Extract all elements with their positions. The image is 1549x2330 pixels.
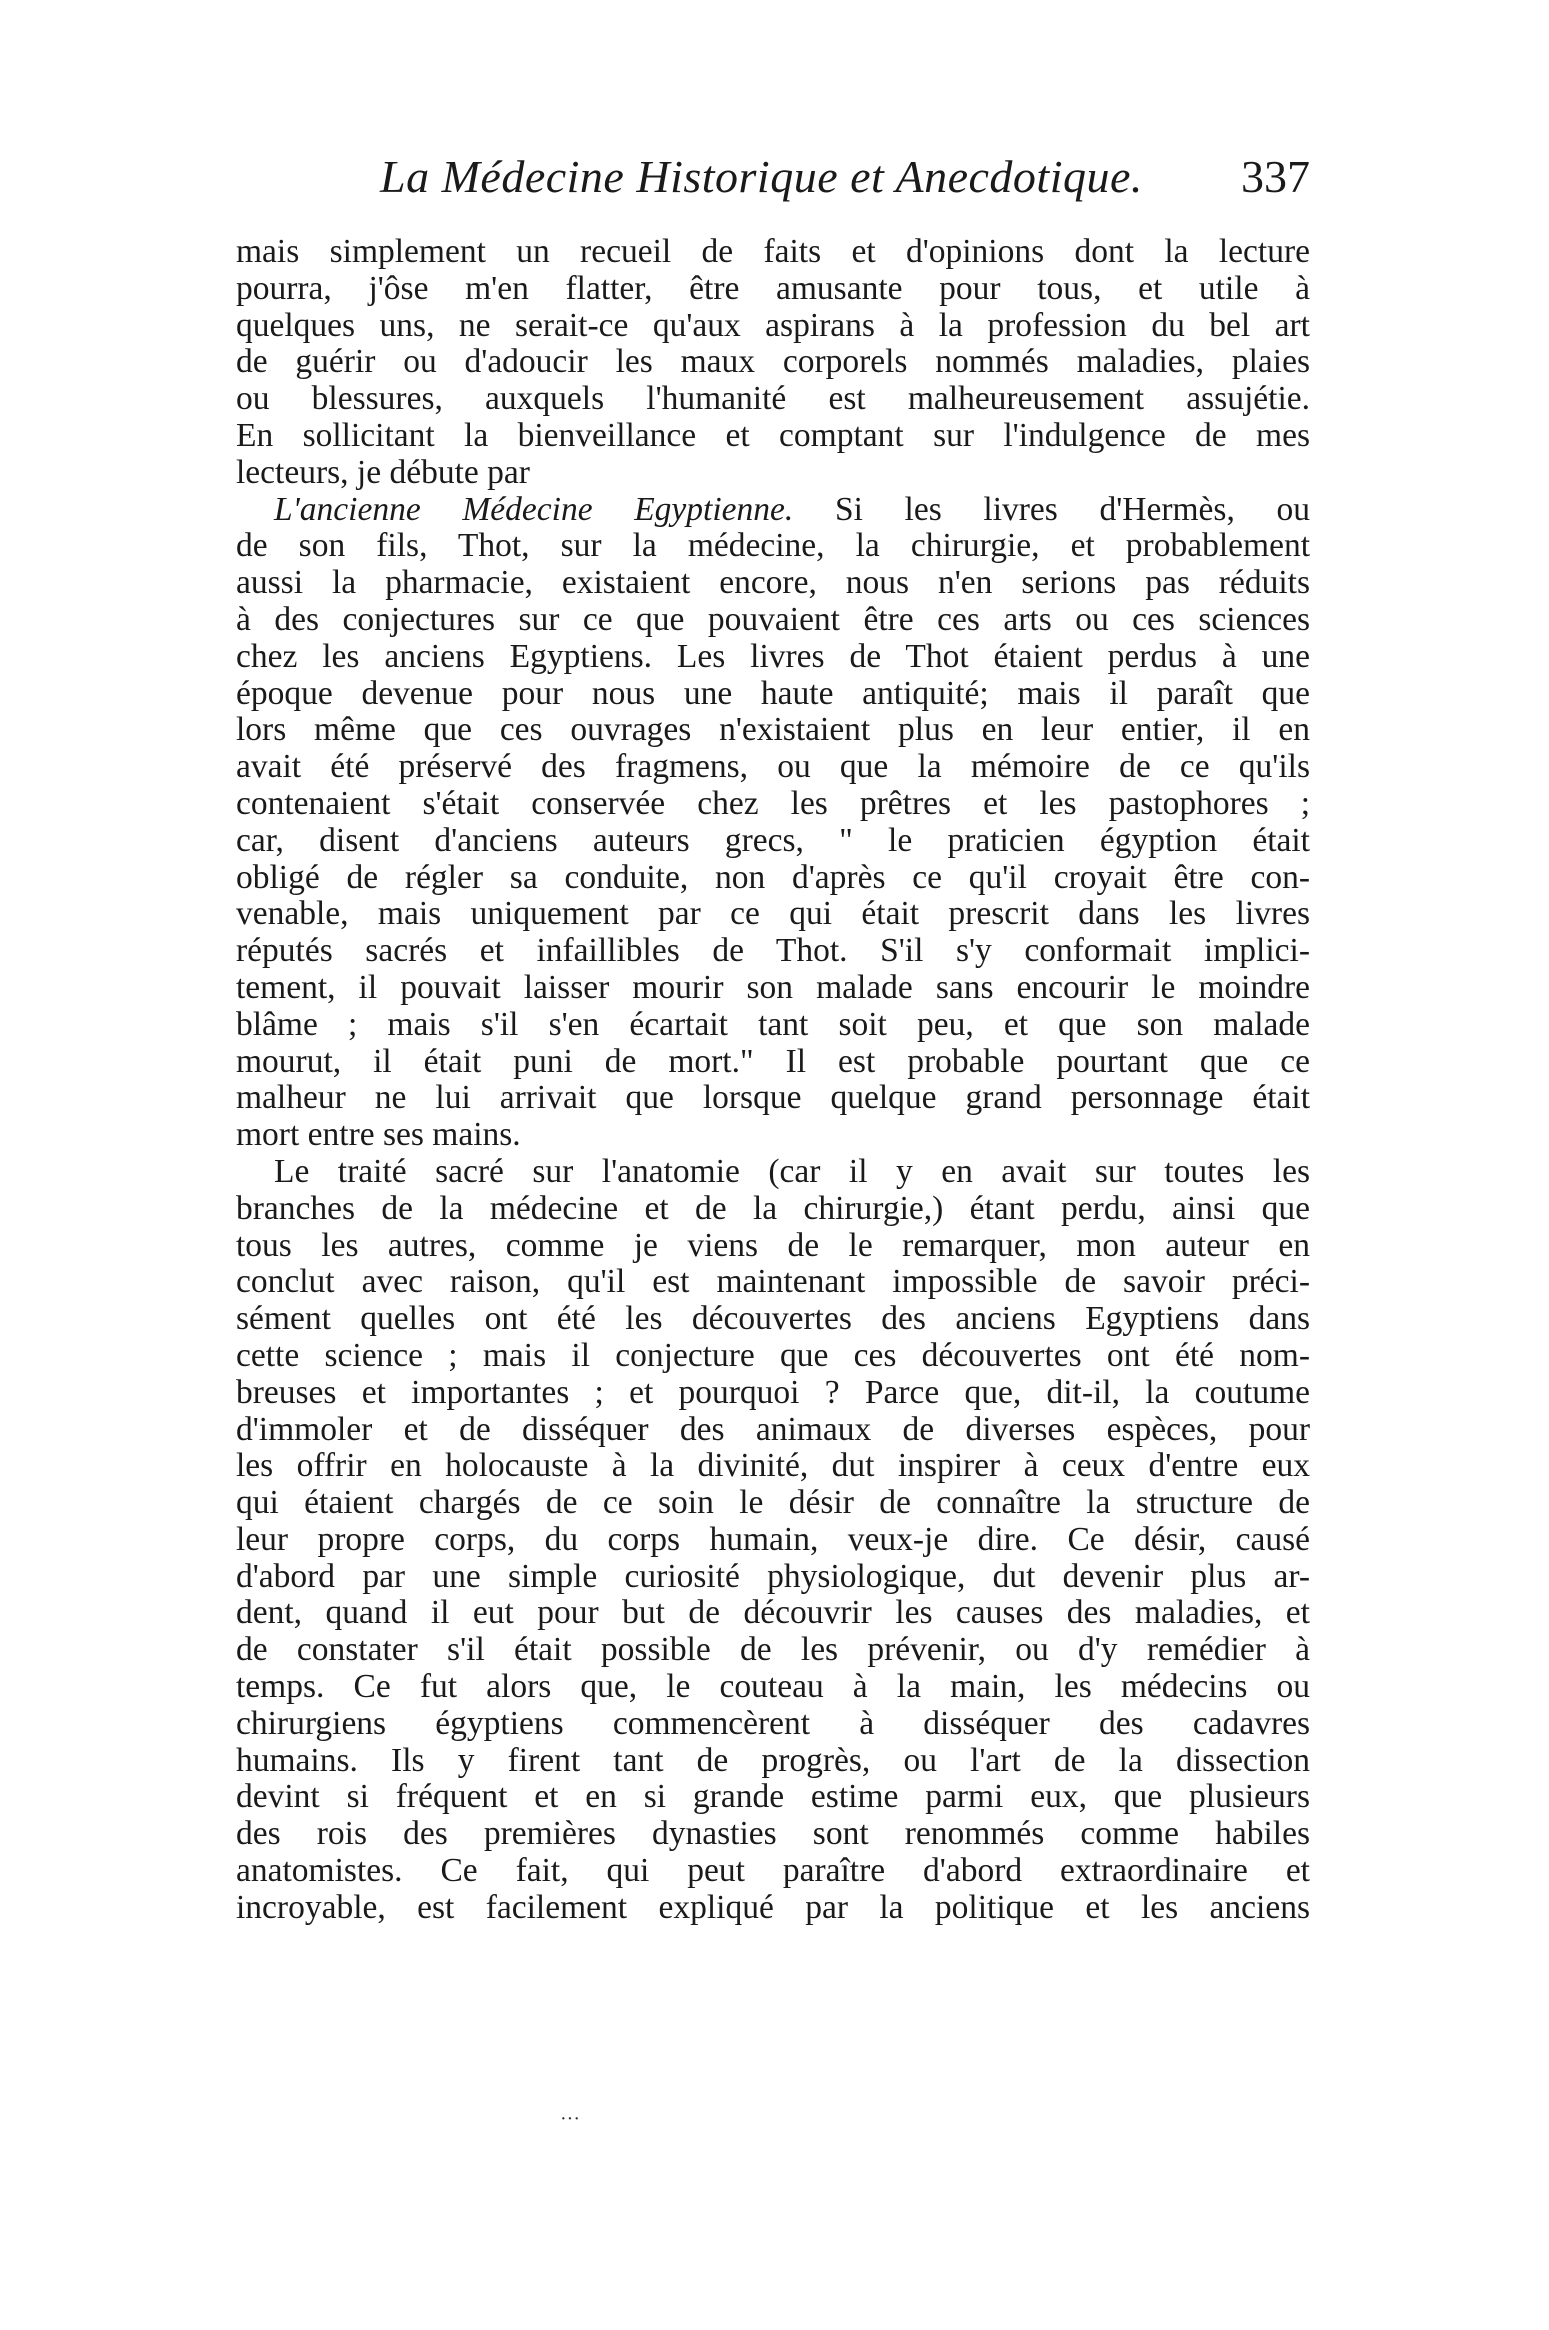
text-line: les offrir en holocauste à la divinité, dut inspirer à ceux d'entre eux [236,1448,1310,1485]
text-line: contenaient s'était conservée chez les prêtres et les pastophores ; [236,785,1310,822]
text-line: anatomistes. Ce fait, qui peut paraître d'abord extraordinaire et [236,1853,1310,1890]
section-heading: L'ancienne Médecine Egyptienne. [274,491,794,528]
text-line: venable, mais uniquement par ce qui était prescrit dans les livres [236,896,1310,933]
text-line: qui étaient chargés de ce soin le désir de connaître la structure de [236,1485,1310,1522]
text-line: lecteurs, je débute par [236,454,530,491]
section-lead-line [236,492,1310,529]
body-text [236,234,1310,1927]
running-title: La Médecine Historique et Anecdotique. [380,151,1143,202]
text-line: malheur ne lui arrivait que lorsque quelque grand personnage était [236,1080,1310,1117]
signature-mark: ··· [560,2108,580,2130]
text-line: branches de la médecine et de la chirurgie,) étant perdu, ainsi que [236,1190,1310,1227]
text-line: avait été préservé des fragmens, ou que la mémoire de ce qu'ils [236,749,1310,786]
text-line: aussi la pharmacie, existaient encore, nous n'en serions pas réduits [236,565,1310,602]
text-line: mort entre ses mains. [236,1117,521,1154]
text-line: chirurgiens égyptiens commencèrent à disséquer des cadavres [236,1705,1310,1742]
text-line: temps. Ce fut alors que, le couteau à la main, les médecins ou [236,1669,1310,1706]
text-line: humains. Ils y firent tant de progrès, ou l'art de la dissection [236,1742,1310,1779]
text-line: breuses et importantes ; et pourquoi ? Parce que, dit-il, la coutume [236,1374,1310,1411]
text-line: ou blessures, auxquels l'humanité est malheureusement assujétie. [236,381,1310,418]
section-lead-text: Si les livres d'Hermès, ou [793,491,1310,528]
text-line: pourra, j'ôse m'en flatter, être amusante pour tous, et utile à [236,270,1310,307]
text-line: dent, quand il eut pour but de découvrir les causes des maladies, et [236,1595,1310,1632]
text-line: En sollicitant la bienveillance et comptant sur l'indulgence de mes [236,417,1310,454]
text-line: quelques uns, ne serait-ce qu'aux aspirans à la profession du bel art [236,307,1310,344]
text-line: d'immoler et de disséquer des animaux de diverses espèces, pour [236,1411,1310,1448]
text-line: car, disent d'anciens auteurs grecs, " le praticien égyption était [236,822,1310,859]
text-line: tous les autres, comme je viens de le remarquer, mon auteur en [236,1227,1310,1264]
text-line: lors même que ces ouvrages n'existaient plus en leur entier, il en [236,712,1310,749]
text-line: époque devenue pour nous une haute antiquité; mais il paraît que [236,675,1310,712]
text-line: des rois des premières dynasties sont renommés comme habiles [236,1816,1310,1853]
page-header [380,150,1310,210]
text-line: sément quelles ont été les découvertes des anciens Egyptiens dans [236,1301,1310,1338]
page-number: 337 [1241,151,1310,202]
text-line: obligé de régler sa conduite, non d'après ce qu'il croyait être con- [236,859,1310,896]
text-line: de son fils, Thot, sur la médecine, la chirurgie, et probablement [236,528,1310,565]
text-line: blâme ; mais s'il s'en écartait tant soit peu, et que son malade [236,1006,1310,1043]
text-line: cette science ; mais il conjecture que ces découvertes ont été nom- [236,1337,1310,1374]
text-line: incroyable, est facilement expliqué par la politique et les anciens [236,1889,1310,1926]
text-line: mais simplement un recueil de faits et d'opinions dont la lecture [236,234,1310,270]
text-line: devint si fréquent et en si grande estime parmi eux, que plusieurs [236,1779,1310,1816]
text-line: Le traité sacré sur l'anatomie (car il y en avait sur toutes les [274,1153,1310,1190]
text-line: de constater s'il était possible de les prévenir, ou d'y remédier à [236,1632,1310,1669]
text-line: d'abord par une simple curiosité physiologique, dut devenir plus ar- [236,1558,1310,1595]
text-line: tement, il pouvait laisser mourir son malade sans encourir le moindre [236,969,1310,1006]
text-line: à des conjectures sur ce que pouvaient être ces arts ou ces sciences [236,601,1310,638]
text-line: de guérir ou d'adoucir les maux corporels nommés maladies, plaies [236,344,1310,381]
text-line: leur propre corps, du corps humain, veux-je dire. Ce désir, causé [236,1521,1310,1558]
text-line: conclut avec raison, qu'il est maintenant impossible de savoir préci- [236,1264,1310,1301]
text-line: réputés sacrés et infaillibles de Thot. S'il s'y conformait implici- [236,933,1310,970]
text-line: mourut, il était puni de mort." Il est probable pourtant que ce [236,1043,1310,1080]
text-line: chez les anciens Egyptiens. Les livres de Thot étaient perdus à une [236,638,1310,675]
